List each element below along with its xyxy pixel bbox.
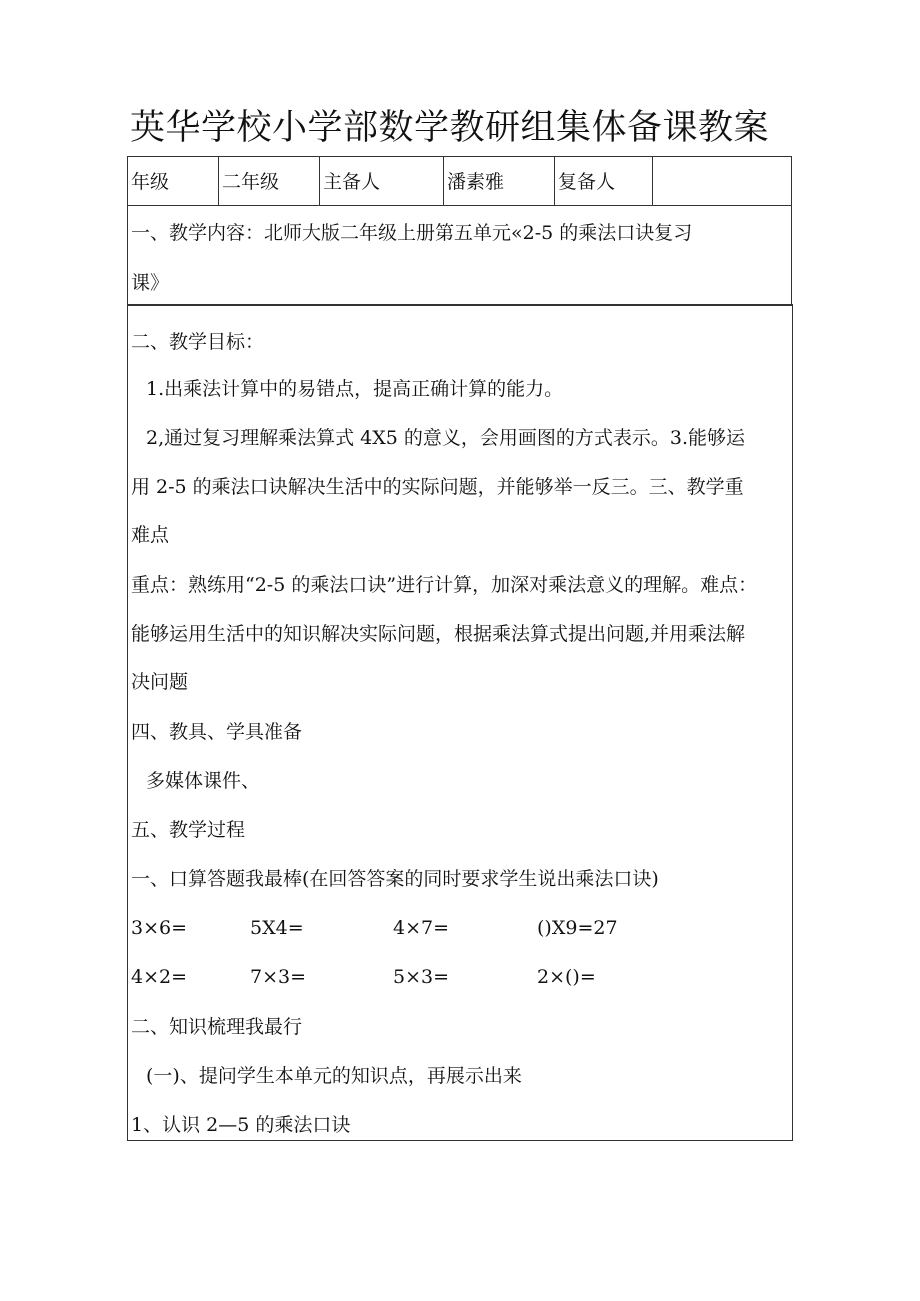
teaching-content-line-1: 一、教学内容：北师大版二年级上册第五单元«2-5 的乘法口诀复习 [131, 222, 693, 244]
keypoints-line-3: 决问题 [131, 671, 189, 693]
lead-teacher-label: 主备人 [320, 157, 444, 205]
review-heading: 二、知识梳理我最行 [131, 1016, 303, 1038]
reviewer-value [653, 157, 791, 205]
problem: 5×3= [393, 966, 450, 988]
goal-2-line-3: 难点 [131, 524, 170, 546]
problem: 3×6= [131, 917, 188, 939]
grade-label: 年级 [128, 157, 219, 205]
reviewer-label: 复备人 [555, 157, 653, 205]
lesson-body-cell [127, 304, 793, 1141]
goal-1: 1.出乘法计算中的易错点，提高正确计算的能力。 [146, 378, 564, 400]
problem: 2×()= [537, 966, 596, 988]
oral-calc-heading: 一、口算答题我最棒(在回答答案的同时要求学生说出乘法口诀) [131, 868, 659, 890]
goals-heading: 二、教学目标： [131, 331, 265, 353]
teaching-content-line-2: 课》 [131, 272, 170, 294]
lead-teacher-value: 潘素雅 [444, 157, 555, 205]
keypoints-line-1: 重点：熟练用“2-5 的乘法口诀”进行计算，加深对乘法意义的理解。难点： [131, 574, 758, 596]
document-title: 英华学校小学部数学教研组集体备课教案 [130, 108, 770, 148]
problem: 4×2= [131, 966, 188, 988]
review-subheading: (一)、提问学生本单元的知识点，再展示出来 [146, 1065, 522, 1087]
goal-2-line-2: 用 2-5 的乘法口诀解决生活中的实际问题，并能够举一反三。三、教学重 [131, 476, 744, 498]
problem: 5X4= [250, 917, 304, 939]
keypoints-line-2: 能够运用生活中的知识解决实际问题，根据乘法算式提出问题,并用乘法解 [131, 623, 746, 645]
process-heading: 五、教学过程 [131, 819, 246, 841]
teaching-content-cell [127, 205, 792, 305]
tools-heading: 四、教具、学具准备 [131, 721, 303, 743]
problem: ()X9=27 [537, 917, 618, 939]
goal-2-line-1: 2,通过复习理解乘法算式 4X5 的意义，会用画图的方式表示。3.能够运 [146, 427, 746, 449]
problem: 7×3= [250, 966, 307, 988]
grade-value: 二年级 [219, 157, 320, 205]
tools-item: 多媒体课件、 [146, 770, 261, 792]
review-item-1: 1、认识 2—5 的乘法口诀 [131, 1114, 351, 1136]
header-row [127, 156, 792, 206]
problem: 4×7= [393, 917, 450, 939]
